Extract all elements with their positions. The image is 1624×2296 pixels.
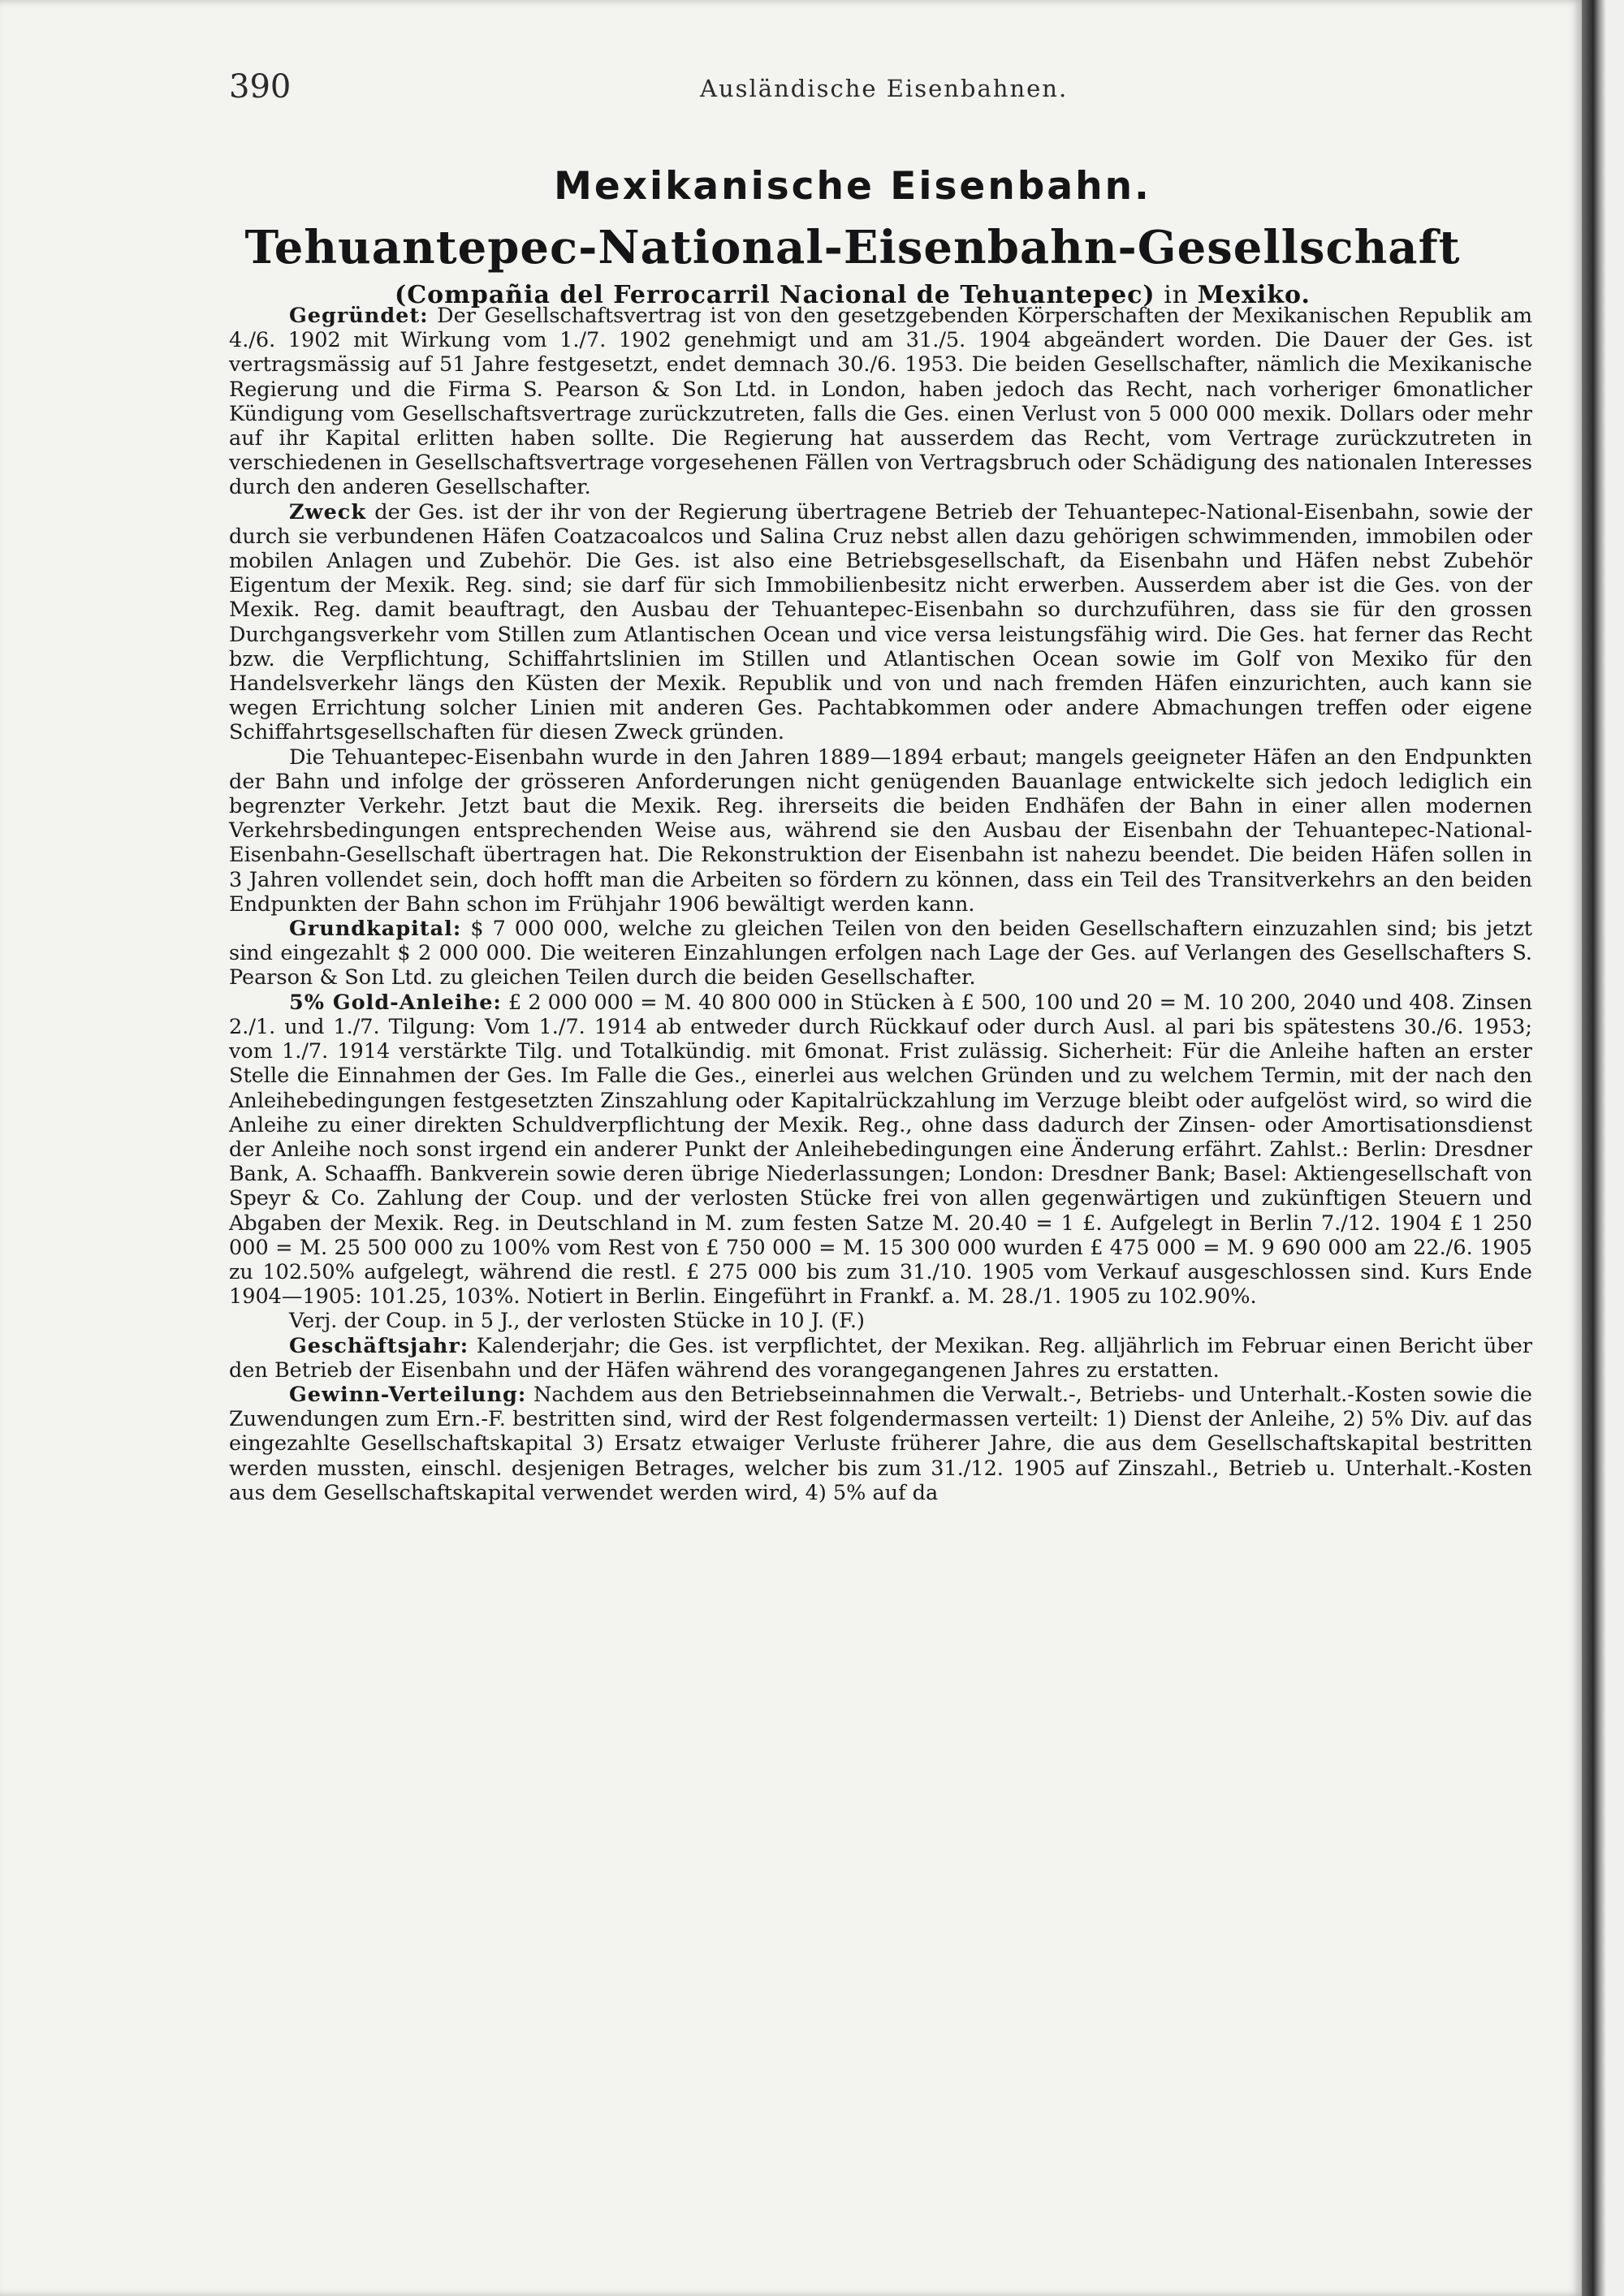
subtitle-place: Mexiko.	[1197, 281, 1311, 309]
running-head: Ausländische Eisenbahnen.	[700, 75, 1069, 102]
spanish-name: (Compañia del Ferrocarril Nacional de Tehuantepec)	[395, 281, 1155, 309]
page-number: 390	[229, 68, 292, 106]
paragraph-geschaeftsjahr	[229, 1334, 1532, 1383]
text-gegruendet: Der Gesellschaftsvertrag ist von den gesetzgebenden Körperschaften der Mexikanischen Republik am 4./6. 1902 mit Wirkung vom 1./7. 1902 genehmigt und am 31./5. 1904 abgeändert worden. Die Dauer der Ges. ist vertragsmässig auf 51 Jahre festgesetzt, endet demnach 30./6. 1953. Die beiden Gesellschafter, nämlich die Mexikanische Regierung und die Firma S. Pearson & Son Ltd. in London, haben jedoch das Recht, nach vorheriger 6monatlicher Kündigung vom Gesellschaftsvertrage zurückzutreten, falls die Ges. einen Verlust von 5 000 000 mexik. Dollars oder mehr auf ihr Kapital erlitten haben sollte. Die Regierung hat ausserdem das Recht, vom Vertrage zurückzutreten in verschiedenen in Gesellschaftsvertrage vorgesehenen Fällen von Vertragsbruch oder Schädigung des nationalen Interesses durch den anderen Gesellschafter.	[229, 304, 1532, 500]
paragraph-zweck	[229, 500, 1532, 745]
paragraph-verjaehrung	[229, 1309, 1532, 1333]
text-anleihe: £ 2 000 000 = M. 40 800 000 in Stücken à £ 500, 100 und 20 = M. 10 200, 2040 und 408. Zinsen 2./1. und 1./7. Tilgung: Vom 1./7. 1914 ab entweder durch Rückkauf oder durch Ausl. al pari bis spätestens 30./6. 1953; vom 1./7. 1914 verstärkte Tilg. und Totalkündig. mit 6monat. Frist zulässig. Sicherheit: Für die Anleihe haften an erster Stelle die Einnahmen der Ges. Im Falle die Ges., einerlei aus welchen Gründen und zu welchem Termin, mit der nach den Anleihebedingungen festgesetzten Zinszahlung oder Kapitalrückzahlung im Verzuge bleibt oder aufgelöst wird, so wird die Anleihe zu einer direkten Schuldverpflichtung der Mexik. Reg., ohne dass dadurch der Zinsen- oder Amortisationsdienst der Anleihe noch sonst irgend ein anderer Punkt der Anleihebedingungen eine Änderung erfährt. Zahlst.: Berlin: Dresdner Bank, A. Schaaffh. Bankverein sowie deren übrige Niederlassungen; London: Dresdner Bank; Basel: Aktiengesellschaft von Speyr & Co. Zahlung der Coup. und der verlosten Stücke frei von allen gegenwärtigen und zukünftigen Steuern und Abgaben der Mexik. Reg. in Deutschland in M. zum festen Satze M. 20.40 = 1 £. Aufgelegt in Berlin 7./12. 1904 £ 1 250 000 = M. 25 500 000 zu 100% vom Rest von £ 750 000 = M. 15 300 000 wurden £ 475 000 = M. 9 690 000 am 22./6. 1905 zu 102.50% aufgelegt, während die restl. £ 275 000 bis zum 31./10. 1905 vom Verkauf ausgeschlossen sind. Kurs Ende 1904—1905: 101.25, 103%. Notiert in Berlin. Eingeführt in Frankf. a. M. 28./1. 1905 zu 102.90%.	[229, 990, 1532, 1310]
title-block	[162, 162, 1543, 313]
paragraph-grundkapital	[229, 917, 1532, 990]
text-gewinn: Nachdem aus den Betriebseinnahmen die Verwalt.-, Betriebs- und Unterhalt.-Kosten sowie die Zuwendungen zum Ern.-F. bestritten sind, wird der Rest folgendermassen verteilt: 1) Dienst der Anleihe, 2) 5% Div. auf das eingezahlte Gesellschaftskapital 3) Ersatz etwaiger Verluste früherer Jahre, die aus dem Gesellschaftskapital bestritten werden mussten, einschl. desjenigen Betrages, welcher bis zum 31./12. 1905 auf Zinszahl., Betrieb u. Unterhalt.-Kosten aus dem Gesellschaftskapital verwendet werden wird, 4) 5% auf da	[229, 1382, 1532, 1505]
lead-zweck: Zweck	[289, 499, 366, 524]
paragraph-anleihe	[229, 990, 1532, 1310]
page-header	[229, 68, 1528, 117]
section-title: Mexikanische Eisenbahn.	[554, 164, 1151, 209]
article-body	[229, 304, 1532, 1505]
company-title: Tehuantepec-National-Eisenbahn-Gesellschaft	[244, 221, 1461, 274]
text-verjaehrung: Verj. der Coup. in 5 J., der verlosten Stücke in 10 J. (F.)	[289, 1309, 865, 1334]
lead-grundkapital: Grundkapital:	[289, 917, 462, 942]
paragraph-history	[229, 745, 1532, 917]
text-geschaeftsjahr: Kalenderjahr; die Ges. ist verpflichtet, der Mexikan. Reg. alljährlich im Februar einen Bericht über den Betrieb der Eisenbahn und der Häfen während des vorangegangenen Jahres zu erstatten.	[229, 1333, 1533, 1383]
lead-gewinn: Gewinn-Verteilung:	[289, 1382, 527, 1407]
lead-geschaeftsjahr: Geschäftsjahr:	[289, 1333, 469, 1358]
lead-anleihe: 5% Gold-Anleihe:	[289, 990, 502, 1015]
text-grundkapital: $ 7 000 000, welche zu gleichen Teilen von den beiden Gesellschaftern einzuzahlen sind; bis jetzt sind eingezahlt $ 2 000 000. Die weiteren Einzahlungen erfolgen nach Lage der Ges. auf Verlangen des Gesellschafters S. Pearson & Son Ltd. zu gleichen Teilen durch die beiden Gesellschafter.	[229, 917, 1532, 990]
paragraph-gegruendet	[229, 304, 1532, 500]
subtitle-in: in	[1164, 281, 1190, 309]
page-edge-shadow	[1582, 0, 1624, 2296]
text-zweck: der Ges. ist der ihr von der Regierung übertragene Betrieb der Tehuantepec-National-Eisenbahn, sowie der durch sie verbundenen Häfen Coatzacoalcos und Salina Cruz nebst allen dazu gehörigen schwimmenden, immobilen oder mobilen Anlagen und Zubehör. Die Ges. ist also eine Betriebsgesellschaft, da Eisenbahn und Häfen nebst Zubehör Eigentum der Mexik. Reg. sind; sie darf für sich Immobilienbesitz nicht erwerben. Ausserdem aber ist die Ges. von der Mexik. Reg. damit beauftragt, den Ausbau der Tehuantepec-Eisenbahn so durchzuführen, dass sie für den grossen Durchgangsverkehr vom Stillen zum Atlantischen Ocean und vice versa leistungsfähig wird. Die Ges. hat ferner das Recht bzw. die Verpflichtung, Schiffahrtslinien im Stillen und Atlantischen Ocean sowie im Golf von Mexiko für den Handelsverkehr längs den Küsten der Mexik. Republik und von und nach fremden Häfen einzurichten, auch kann sie wegen Errichtung solcher Linien mit anderen Ges. Pachtabkommen oder andere Abmachungen treffen oder eigene Schiffahrtsgesellschaften für diesen Zweck gründen.	[229, 499, 1532, 745]
paragraph-gewinn	[229, 1383, 1532, 1505]
lead-gegruendet: Gegründet:	[289, 304, 429, 328]
text-history: Die Tehuantepec-Eisenbahn wurde in den Jahren 1889—1894 erbaut; mangels geeigneter Häfen an den Endpunkten der Bahn und infolge der grösseren Anforderungen nicht genügenden Bauanlage entwickelte sich jedoch lediglich ein begrenzter Verkehr. Jetzt baut die Mexik. Reg. ihrerseits die beiden Endhäfen der Bahn in einer allen modernen Verkehrsbedingungen entsprechenden Weise aus, während sie den Ausbau der Eisenbahn der Tehuantepec-National-Eisenbahn-Gesellschaft übertragen hat. Die Rekonstruktion der Eisenbahn ist nahezu beendet. Die beiden Häfen sollen in 3 Jahren vollendet sein, doch hofft man die Arbeiten so fördern zu können, dass ein Teil des Transitverkehrs an den beiden Endpunkten der Bahn schon im Frühjahr 1906 bewältigt werden kann.	[229, 744, 1532, 917]
